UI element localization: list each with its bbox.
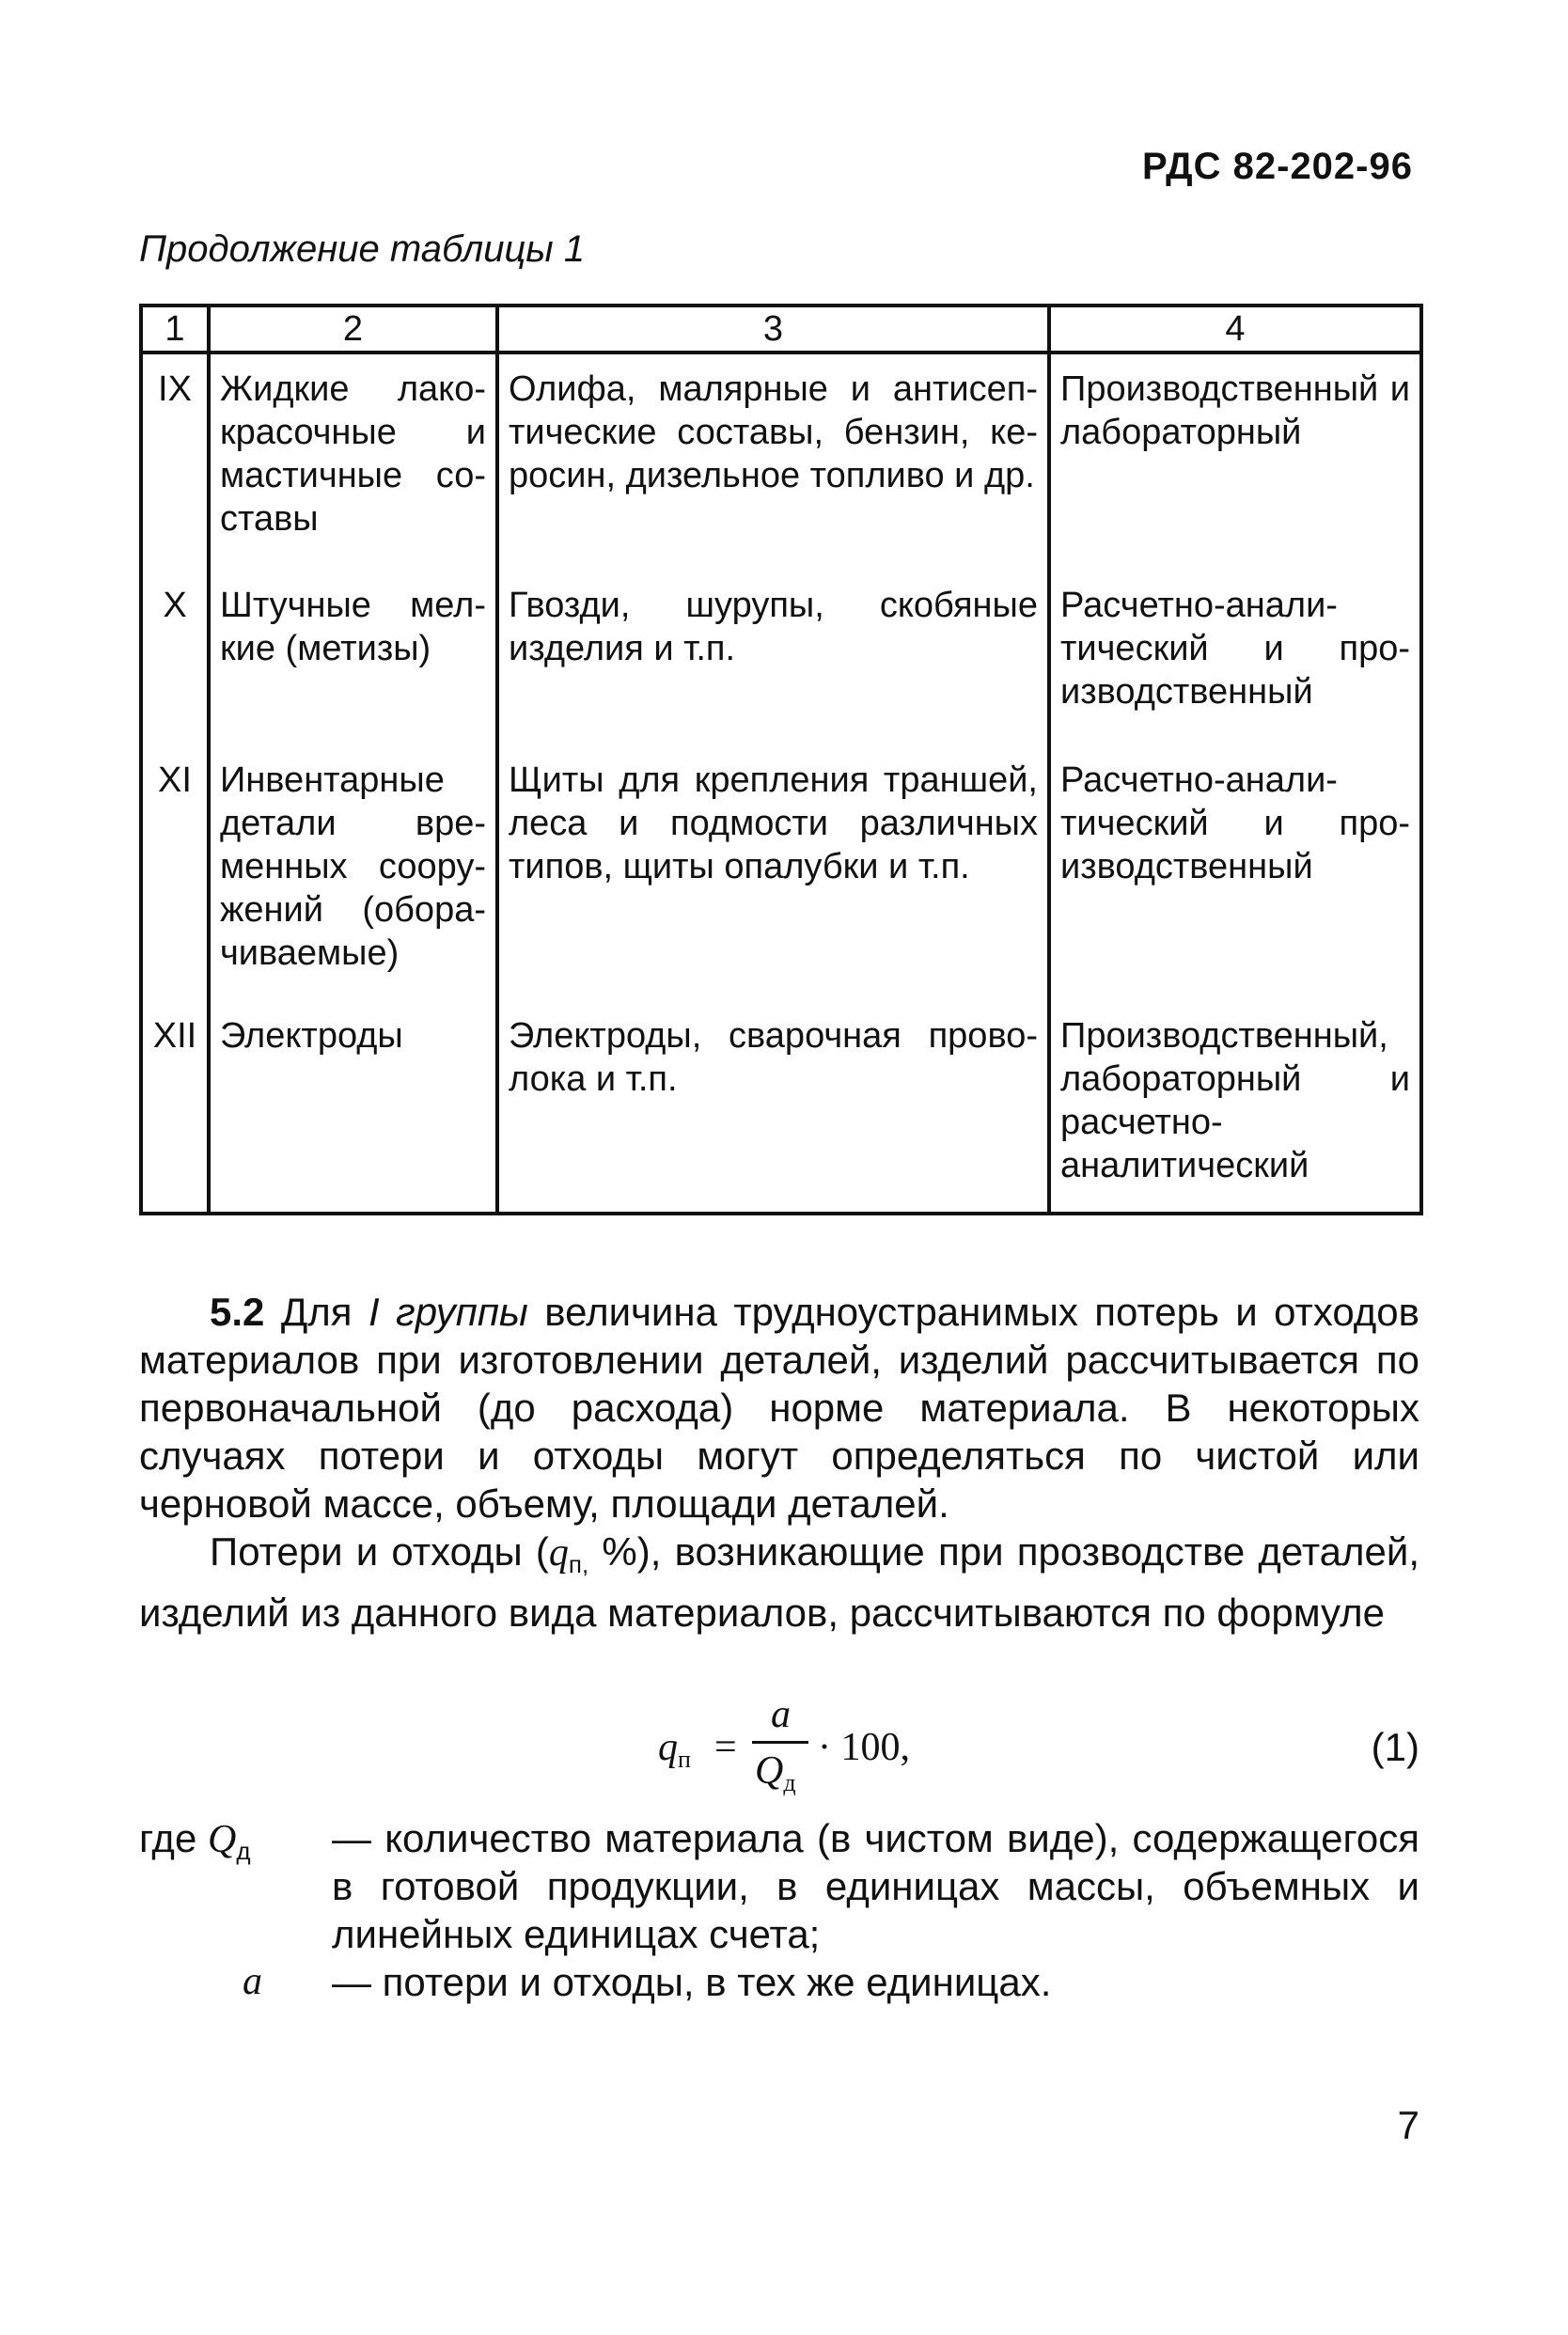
paragraph-5-2	[139, 1288, 1419, 1528]
formula-variable: Q	[755, 1749, 784, 1793]
paragraph-text: Потери и отходы (	[210, 1529, 549, 1574]
where-item	[139, 1814, 1419, 1958]
material-name: Штучные мелкие (метизы)	[209, 571, 497, 745]
table-row	[141, 353, 1421, 571]
determination-method: Производственный, лабораторный и расчетноаналитический	[1049, 1001, 1421, 1214]
group-number: XII	[141, 1001, 209, 1214]
document-code: РДС 82-202-96	[1141, 146, 1413, 187]
variable-q: q	[548, 1531, 569, 1575]
paragraph-losses	[139, 1528, 1419, 1637]
paragraph-text: величина трудноустранимых потерь и отходов материалов при изготовлении деталей, изделий рассчитывается по первоначальной (до расхода) норме материала. В некоторых случаях потери и отходы могут определяться по чистой или черновой массе, объему, площади деталей.	[139, 1290, 1419, 1526]
formula-denominator	[755, 1748, 796, 1797]
materials-table	[139, 304, 1423, 1215]
formula-subscript: д	[783, 1769, 796, 1796]
group-number: IX	[141, 353, 209, 571]
formula-subscript: п	[678, 1746, 691, 1773]
formula-number: (1)	[1371, 1725, 1419, 1769]
table-row	[141, 571, 1421, 745]
determination-method: Расчетно-аналитический и производственный	[1049, 571, 1421, 745]
formula-equals: =	[714, 1726, 737, 1769]
material-name: Инвентарные детали временных сооружений (оборачиваемые)	[209, 745, 497, 1001]
where-variable: Q	[207, 1818, 237, 1861]
group-number: XI	[141, 745, 209, 1001]
material-examples: Олифа, малярные и антисептические составы, бензин, керосин, дизельное топливо и др.	[497, 353, 1049, 571]
group-number: X	[141, 571, 209, 745]
formula-1	[658, 1692, 1419, 1805]
formula-numerator: a	[771, 1693, 791, 1736]
material-examples: Гвозди, шурупы, скобяные изделия и т.п.	[497, 571, 1049, 745]
table-row	[141, 1001, 1421, 1214]
where-item	[139, 1958, 1419, 2006]
paragraph-text: Для	[264, 1290, 368, 1334]
variable-subscript: п,	[568, 1550, 589, 1578]
column-header: 4	[1049, 306, 1421, 353]
column-header: 1	[141, 306, 209, 353]
table-row	[141, 745, 1421, 1001]
where-definition: — потери и отходы, в тех же единицах.	[332, 1960, 1052, 2004]
formula-rhs: · 100,	[818, 1726, 910, 1769]
table-header-row	[141, 306, 1421, 353]
group-reference: I группы	[368, 1290, 528, 1334]
page-number: 7	[1397, 2103, 1419, 2147]
formula-variable: q	[658, 1726, 678, 1769]
fraction-bar	[752, 1741, 808, 1744]
where-definition: — количество материала (в чистом виде), содержащегося в готовой продукции, в единицах массы, объемных и линейных единицах счета;	[332, 1816, 1419, 1956]
material-examples: Щиты для крепления траншей, леса и подмости различных типов, щиты опалубки и т.п.	[497, 745, 1049, 1001]
formula-lhs	[658, 1725, 691, 1774]
material-name: Электроды	[209, 1001, 497, 1214]
column-header: 3	[497, 306, 1049, 353]
material-examples: Электроды, сварочная проволока и т.п.	[497, 1001, 1049, 1214]
where-word: где	[139, 1816, 197, 1860]
where-variable: a	[243, 1960, 262, 2003]
where-subscript: д	[236, 1837, 251, 1865]
column-header: 2	[209, 306, 497, 353]
table-caption: Продолжение таблицы 1	[139, 228, 586, 270]
determination-method: Производственный и лабораторный	[1049, 353, 1421, 571]
section-number: 5.2	[210, 1290, 265, 1334]
where-block	[139, 1814, 1419, 2006]
paragraph-text: %), возникающие при прозводстве деталей, изделий из данного вида материалов, рассчитываются по формуле	[139, 1529, 1419, 1635]
material-name: Жидкие лакокрасочные и мастичные составы	[209, 353, 497, 571]
where-label	[139, 1814, 251, 1875]
determination-method: Расчетно-аналитический и производственный	[1049, 745, 1421, 1001]
